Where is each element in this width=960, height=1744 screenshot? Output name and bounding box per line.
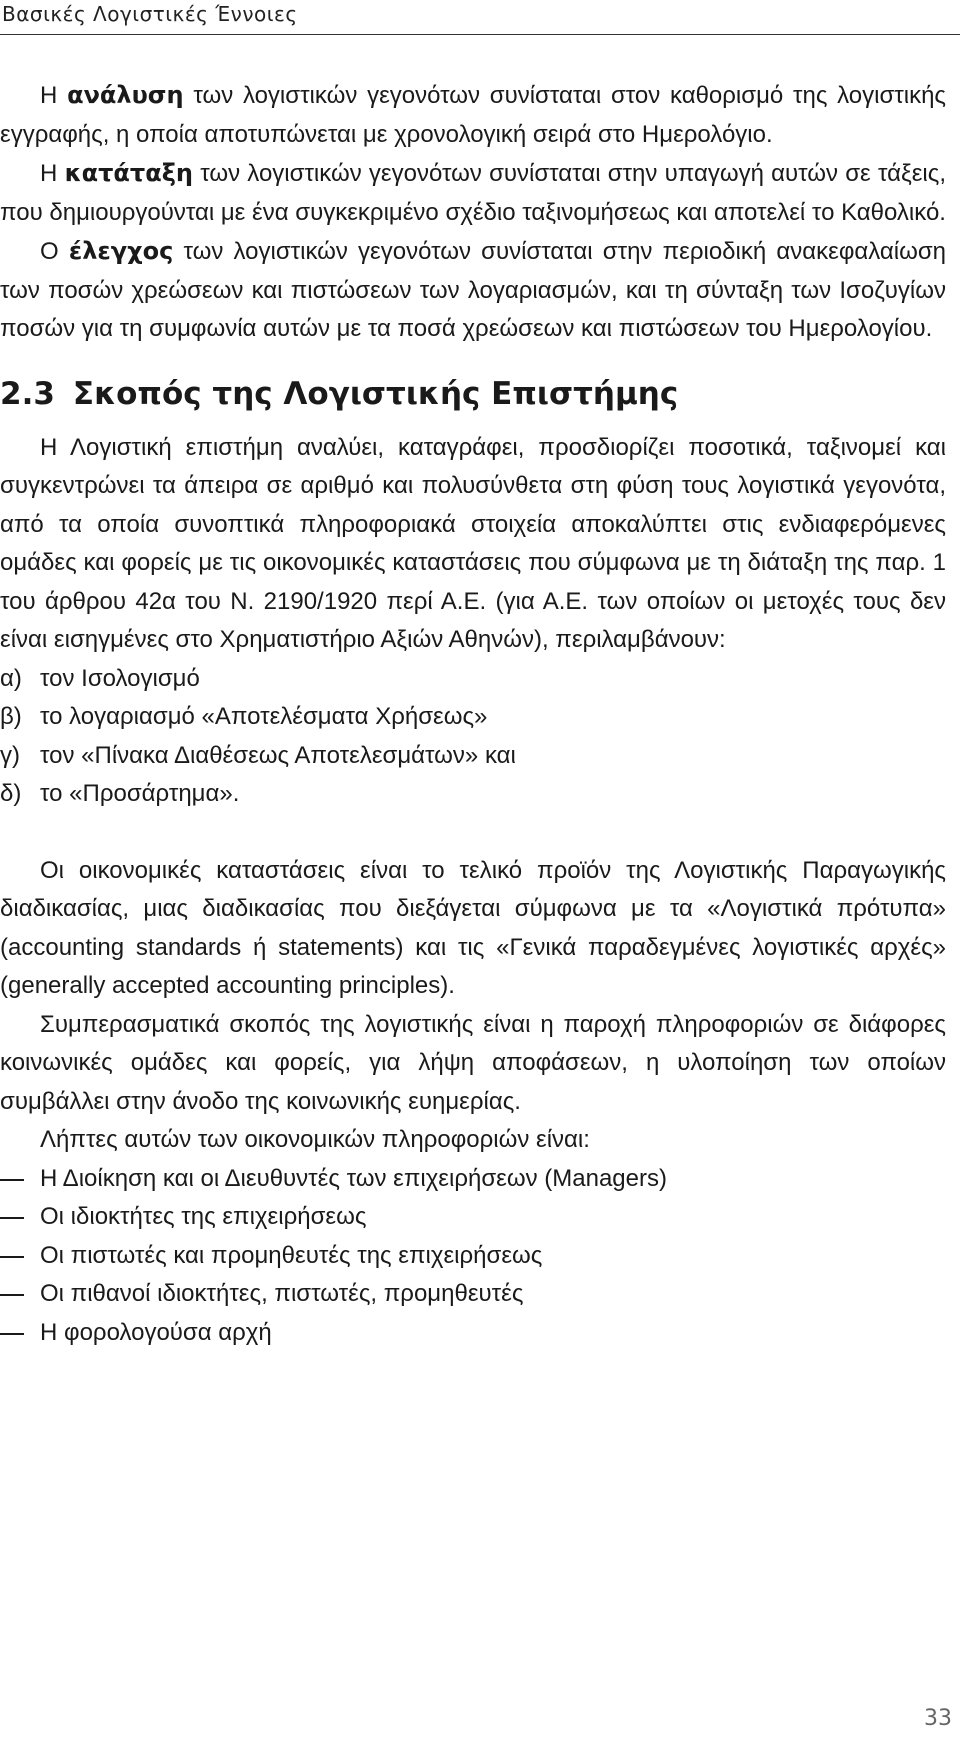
list-item <box>0 1314 946 1353</box>
list-marker: δ) <box>0 780 22 807</box>
page-number: 33 <box>924 1706 952 1731</box>
list-text: τον «Πίνακα Διαθέσεως Αποτελεσμάτων» και <box>40 741 516 769</box>
classification-text: των λογιστικών γεγονότων συνίσταται στην υπαγωγή αυτών σε τάξεις, που δημιουργούνται με ένα συγκεκριμένο σχέδιο ταξινομήσεως και αποτελεί το Καθολικό. <box>0 160 946 226</box>
statements-list <box>0 660 946 814</box>
running-header <box>0 0 960 35</box>
list-item <box>0 775 946 814</box>
section-paragraph-1: Η Λογιστική επιστήμη αναλύει, καταγράφει, προσδιορίζει ποσοτικά, ταξινομεί και συγκεντρώνει τα άπειρα σε αριθμό και πολυσύνθετα στη φύση τους λογιστικά γεγονότα, από τα οποία συνοπτικά πληροφοριακά στοιχεία αποκαλύπτει στις ενδιαφερόμενες ομάδες και φορείς με τις οικονομικές καταστάσεις που σύμφωνα με τη διάταξη της παρ. 1 του άρθρου 42α του Ν. 2190/1920 περί Α.Ε. (για Α.Ε. των οποίων οι μετοχές τους δεν είναι εισηγμένες στο Χρηματιστήριο Αξιών Αθηνών), περιλαμβάνουν: <box>0 433 946 653</box>
recipients-list <box>0 1160 946 1353</box>
dash-bullet <box>0 1217 24 1219</box>
term-control: έλεγχος <box>68 237 174 265</box>
term-classification: κατάταξη <box>64 159 193 187</box>
paragraph-analysis <box>0 76 946 154</box>
list-text: Η Διοίκηση και οι Διευθυντές των επιχειρήσεων (Managers) <box>40 1164 667 1192</box>
list-item <box>0 1275 946 1314</box>
list-item <box>0 660 946 699</box>
paragraph-classification <box>0 154 946 232</box>
section-paragraph-2: Οι οικονομικές καταστάσεις είναι το τελικό προϊόν της Λογιστικής Παραγωγικής διαδικασίας, μιας διαδικασίας που διεξάγεται σύμφωνα με τα «Λογιστικά πρότυπα» (accounting standards ή statements) και τις «Γενικά παραδεγμένες λογιστικές αρχές» (generally accepted accounting principles). <box>0 856 946 999</box>
dash-bullet <box>0 1179 24 1181</box>
page-body <box>0 76 946 1352</box>
term-analysis: ανάλυση <box>67 81 184 109</box>
list-text: Οι πιθανοί ιδιοκτήτες, πιστωτές, προμηθευτές <box>40 1280 524 1307</box>
list-item <box>0 1160 946 1199</box>
list-item <box>0 1198 946 1237</box>
list-text: τον Ισολογισμό <box>40 664 200 692</box>
analysis-text: των λογιστικών γεγονότων συνίσταται στον καθορισμό της λογιστικής εγγραφής, η οποία αποτυπώνεται με χρονολογική σειρά στο Ημερολόγιο. <box>0 82 946 148</box>
list-item <box>0 737 946 776</box>
control-text: των λογιστικών γεγονότων συνίσταται στην περιοδική ανακεφαλαίωση των ποσών χρεώσεων και πιστώσεων των λογαριασμών, και τη σύνταξη των Ισοζυγίων ποσών για τη συμφωνία αυτών με τα ποσά χρεώσεων και πιστώσεων του Ημερολογίου. <box>0 238 947 342</box>
list-marker: γ) <box>0 741 20 769</box>
section-number: 2.3 <box>0 375 55 412</box>
list-marker: β) <box>0 703 22 730</box>
section-heading <box>0 369 946 419</box>
list-text: Η φορολογούσα αρχή <box>40 1318 272 1346</box>
list-text: το λογαριασμό «Αποτελέσματα Χρήσεως» <box>40 703 488 730</box>
dash-bullet <box>0 1256 24 1258</box>
list-text: Οι ιδιοκτήτες της επιχειρήσεως <box>40 1203 367 1230</box>
list-item <box>0 698 946 737</box>
section-title: Σκοπός της Λογιστικής Επιστήμης <box>72 375 679 412</box>
list-text: Οι πιστωτές και προμηθευτές της επιχειρήσεως <box>40 1241 543 1269</box>
running-title: Βασικές Λογιστικές Έννοιες <box>2 2 298 26</box>
list-text: το «Προσάρτημα». <box>40 780 240 807</box>
list-marker: α) <box>0 664 22 692</box>
spacer <box>0 814 946 852</box>
control-pre: Ο <box>40 238 69 265</box>
dash-bullet <box>0 1333 24 1335</box>
analysis-pre: Η <box>40 82 68 109</box>
section-paragraph-4: Λήπτες αυτών των οικονομικών πληροφοριών είναι: <box>40 1126 590 1153</box>
section-paragraph-3: Συμπερασματικά σκοπός της λογιστικής είναι η παροχή πληροφοριών σε διάφορες κοινωνικές ομάδες και φορείς, για λήψη αποφάσεων, η υλοποίηση των οποίων συμβάλλει στην άνοδο της κοινωνικής ευημερίας. <box>0 1010 946 1115</box>
dash-bullet <box>0 1294 24 1296</box>
paragraph-control <box>0 232 946 349</box>
classification-pre: Η <box>40 160 65 187</box>
list-item <box>0 1237 946 1276</box>
